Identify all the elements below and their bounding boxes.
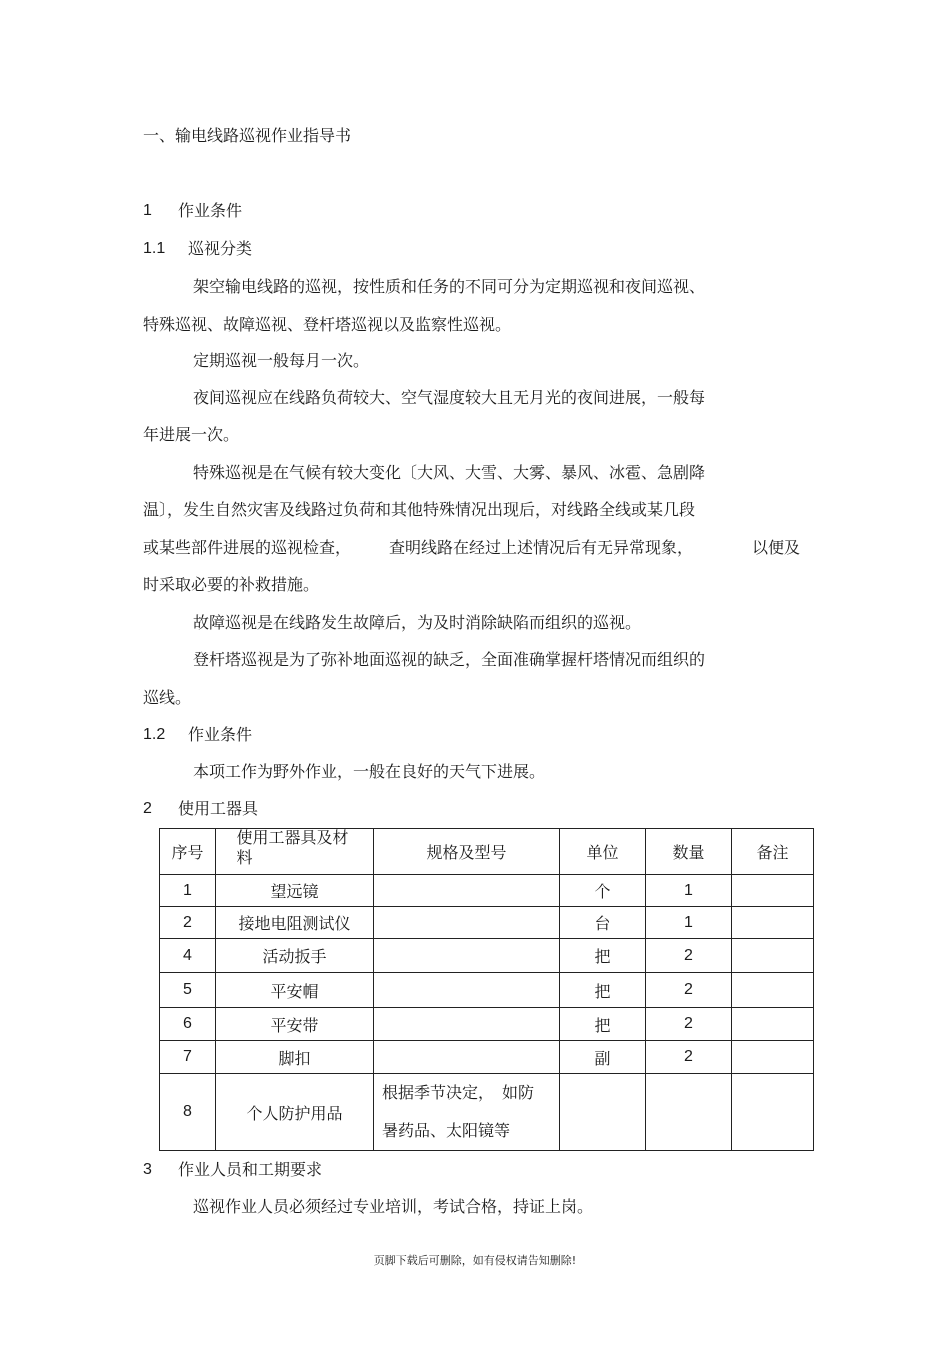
row-no: 5 [160,973,216,1008]
row-spec [374,1074,560,1151]
row-unit: 台 [560,907,646,939]
paragraph-special-line4: 时采取必要的补救措施。 [143,575,320,594]
paragraph-tower-line2: 巡线。 [143,688,192,707]
row-qty: 2 [646,939,732,973]
section-1-number: 1 [143,202,152,219]
row-no: 4 [160,939,216,973]
header-spec: 规格及型号 [374,829,560,875]
row-spec-line1: 根据季节决定， 如防 [382,1083,535,1102]
row-name: 脚扣 [216,1041,374,1074]
row-unit: 个 [560,875,646,907]
row-unit [560,1074,646,1151]
table-row [160,875,814,907]
table-header-row [160,829,814,875]
section-2-title: 使用工器具 [178,799,259,818]
row-note [732,1008,814,1041]
section-2-number: 2 [143,800,152,817]
row-name: 活动扳手 [216,939,374,973]
paragraph-night-line1: 夜间巡视应在线路负荷较大、空气湿度较大且无月光的夜间进展，一般每 [193,388,706,407]
header-no: 序号 [160,829,216,875]
row-qty: 2 [646,1008,732,1041]
row-qty: 2 [646,973,732,1008]
table-row [160,1008,814,1041]
paragraph-special-line2: 温〕，发生自然灾害及线路过负荷和其他特殊情况出现后，对线路全线或某几段 [143,500,696,519]
paragraph-personnel: 巡视作业人员必须经过专业培训，考试合格，持证上岗。 [193,1197,594,1216]
row-spec [374,1041,560,1074]
row-name: 平安带 [216,1008,374,1041]
section-3-number: 3 [143,1161,152,1178]
section-1-1-number: 1.1 [143,240,166,257]
section-1-2-title: 作业条件 [188,725,253,744]
tools-table [159,828,814,1151]
paragraph-special-line3a: 或某些部件进展的巡视检查， [143,538,352,557]
row-qty: 1 [646,907,732,939]
header-note: 备注 [732,829,814,875]
header-name-label: 使用工器具及材料 [236,827,349,867]
row-unit: 把 [560,973,646,1008]
row-unit: 把 [560,939,646,973]
row-spec [374,939,560,973]
table-row [160,907,814,939]
row-note [732,875,814,907]
row-note [732,939,814,973]
row-spec [374,875,560,907]
table-row [160,973,814,1008]
row-spec-line2: 暑药品、太阳镜等 [382,1121,511,1140]
row-spec [374,973,560,1008]
row-no: 2 [160,907,216,939]
row-name: 望远镜 [216,875,374,907]
header-qty: 数量 [646,829,732,875]
row-no: 6 [160,1008,216,1041]
row-name: 接地电阻测试仪 [216,907,374,939]
section-1-1-title: 巡视分类 [188,239,253,258]
header-name [216,829,374,875]
paragraph-tower-line1: 登杆塔巡视是为了弥补地面巡视的缺乏，全面准确掌握杆塔情况而组织的 [193,650,706,669]
paragraph-classification-line1: 架空输电线路的巡视，按性质和任务的不同可分为定期巡视和夜间巡视、 [193,277,706,296]
row-spec [374,907,560,939]
row-no: 7 [160,1041,216,1074]
row-no: 8 [160,1074,216,1151]
row-qty: 2 [646,1041,732,1074]
document-title: 一、输电线路巡视作业指导书 [143,126,352,145]
paragraph-fault: 故障巡视是在线路发生故障后，为及时消除缺陷而组织的巡视。 [193,613,642,632]
row-unit: 副 [560,1041,646,1074]
section-1-title: 作业条件 [178,201,243,220]
row-name: 平安帽 [216,973,374,1008]
paragraph-special-line3c: 以便及 [752,538,801,557]
paragraph-periodic: 定期巡视一般每月一次。 [193,351,370,370]
paragraph-special-line1: 特殊巡视是在气候有较大变化〔大风、大雪、大雾、暴风、冰雹、急剧降 [193,463,706,482]
table-row [160,1041,814,1074]
paragraph-night-line2: 年进展一次。 [143,425,240,444]
section-3-title: 作业人员和工期要求 [178,1160,323,1179]
row-note [732,1041,814,1074]
row-qty [646,1074,732,1151]
row-unit: 把 [560,1008,646,1041]
row-note [732,907,814,939]
row-note [732,973,814,1008]
paragraph-classification-line2: 特殊巡视、故障巡视、登杆塔巡视以及监察性巡视。 [143,315,512,334]
row-name: 个人防护用品 [216,1074,374,1151]
row-no: 1 [160,875,216,907]
paragraph-conditions: 本项工作为野外作业，一般在良好的天气下进展。 [193,762,546,781]
row-qty: 1 [646,875,732,907]
header-unit: 单位 [560,829,646,875]
table-row [160,939,814,973]
row-spec [374,1008,560,1041]
table-row [160,1074,814,1151]
section-1-2-number: 1.2 [143,726,166,743]
page-footer: 页脚下载后可删除，如有侵权请告知删除! [373,1254,577,1267]
row-note [732,1074,814,1151]
paragraph-special-line3b: 查明线路在经过上述情况后有无异常现象， [389,538,694,557]
